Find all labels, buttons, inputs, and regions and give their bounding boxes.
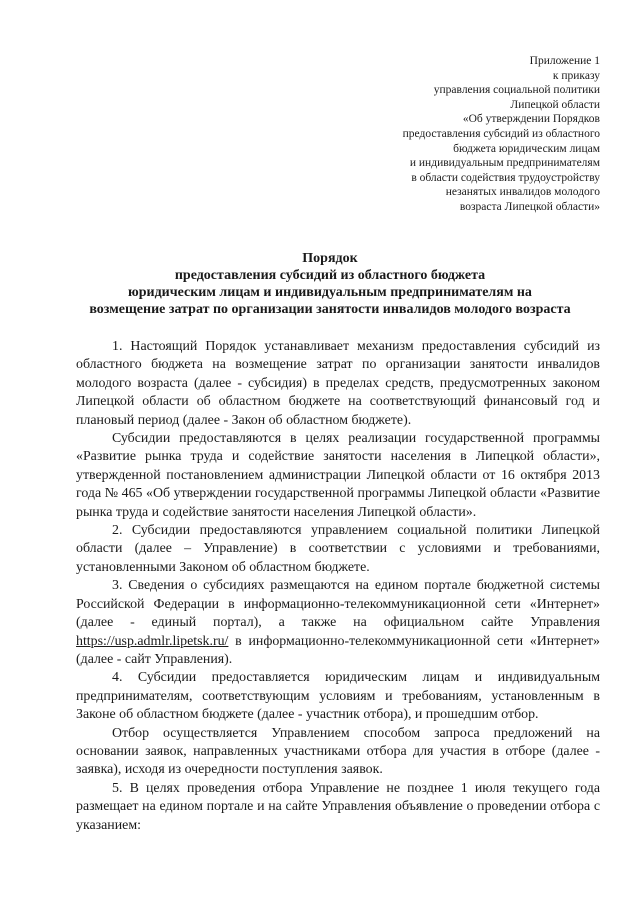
appendix-header [340, 54, 600, 215]
appendix-line: Липецкой области [510, 98, 600, 111]
title-line: юридическим лицам и индивидуальным предпринимателям на [128, 285, 532, 300]
paragraph-3: 2. Субсидии предоставляются управлением социальной политики Липецкой области (далее – Управление) в соответствии с условиями и требованиями, установленными Законом об областном бюджете. [76, 523, 600, 575]
paragraph-5: 4. Субсидии предоставляется юридическим лицам и индивидуальным предпринимателям, соответствующим условиям и требованиям, установленным в Законе об областном бюджете (далее - участник отбора), и прошедшим отбор. [76, 670, 600, 723]
title-line: предоставления субсидий из областного бюджета [174, 268, 486, 283]
document-title [60, 250, 600, 318]
website-link[interactable]: https://usp.admlr.lipetsk.ru/ [76, 633, 229, 649]
title-line: возмещение затрат по организации занятости инвалидов молодого возраста [89, 302, 571, 317]
document-body [76, 338, 600, 835]
paragraph-7: 5. В целях проведения отбора Управление не позднее 1 июля текущего года размещает на едином портале и на сайте Управления объявление о проведении отбора с указанием: [76, 780, 600, 833]
appendix-line: «Об утверждении Порядков [462, 113, 600, 126]
paragraph-6: Отбор осуществляется Управлением способом запроса предложений на основании заявок, направленных участниками отбора для участия в отборе (далее - заявка), исходя из очередности поступления заявок. [76, 725, 600, 778]
paragraph-4-text-start: 3. Сведения о субсидиях размещаются на едином портале бюджетной системы Российской Федерации в информационно-телекоммуникационной сети «Интернет» (далее - единый портал), а также на официальном сайте Управления [76, 578, 600, 631]
paragraph-2: Субсидии предоставляются в целях реализации государственной программы «Развитие рынка труда и содействие занятости населения в Липецкой области», утвержденной постановлением администрации Липецкой области от 16 октября 2013 года № 465 «Об утверждении государственной программы Липецкой области «Развитие рынка труда и содействие занятости населения Липецкой области». [76, 431, 600, 520]
appendix-line: к приказу [552, 69, 600, 82]
paragraph-4 [76, 577, 600, 669]
appendix-line: Приложение 1 [529, 55, 600, 67]
appendix-line: управления социальной политики [433, 84, 600, 97]
appendix-line: бюджета юридическим лицам [453, 142, 600, 155]
appendix-line: в области содействия трудоустройству [411, 171, 600, 184]
appendix-line: возраста Липецкой области» [459, 200, 600, 213]
appendix-line: предоставления субсидий из областного [402, 127, 600, 140]
paragraph-1: 1. Настоящий Порядок устанавливает механизм предоставления субсидий из областного бюджета на возмещение затрат по организации занятости инвалидов молодого возраста (далее - субсидия) в пределах средств, предусмотренных законом Липецкой области об областном бюджете на соответствующий финансовый год и плановый период (далее - Закон об областном бюджете). [76, 339, 600, 428]
title-line: Порядок [302, 251, 358, 266]
appendix-line: незанятых инвалидов молодого [445, 186, 600, 199]
paragraph-4-text-end: в информационно-телекоммуникационной сети «Интернет» (далее - сайт Управления). [76, 633, 600, 667]
appendix-line: и индивидуальным предпринимателям [409, 157, 600, 170]
